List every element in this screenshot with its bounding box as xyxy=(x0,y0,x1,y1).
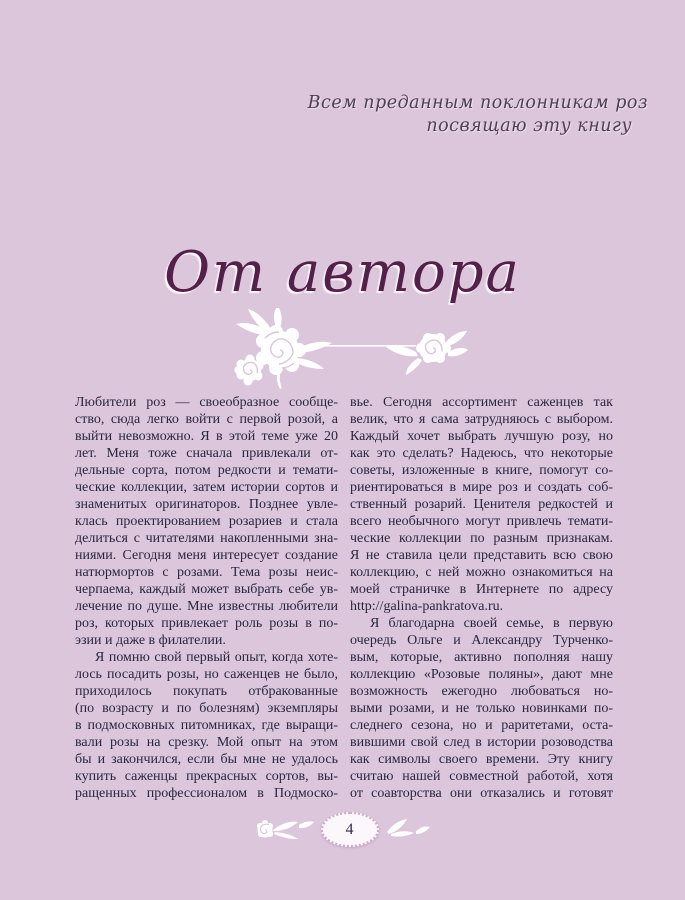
text-column-right xyxy=(350,394,613,802)
text-line: лось посадить розы, но саженцев не было, xyxy=(75,667,338,682)
page-number-badge xyxy=(321,812,379,847)
text-line: ращенных профессионалом в Подмоско- xyxy=(75,786,338,801)
text-line: (по возрасту и по болезням) экземпляры xyxy=(75,701,338,716)
text-line: лет. Меня тоже сначала привлекали от- xyxy=(75,446,338,461)
text-line: знаменитых оригинаторов. Позднее увле- xyxy=(75,497,338,512)
text-line: моей страничке в Интернете по адресу xyxy=(350,582,613,597)
text-line: как символы своего времени. Эту книгу xyxy=(350,752,613,767)
rose-sprig-left-icon xyxy=(255,817,315,843)
text-column-left xyxy=(75,394,338,802)
text-line: натюрмортов с розами. Тема розы неис- xyxy=(75,565,338,580)
text-line: приходилось покупать отбракованные xyxy=(75,684,338,699)
text-line: Каждый хочет выбрать лучшую розу, но xyxy=(350,429,613,444)
text-line: возможность ежегодно любоваться но- xyxy=(350,684,613,699)
text-line: коллекцию, с ней можно ознакомиться на xyxy=(350,565,613,580)
text-line: клась проектированием розариев и стала xyxy=(75,514,338,529)
text-line: Любители роз — своеобразное сообще- xyxy=(75,395,338,410)
text-line: велик, что я сама затрудняюсь с выбором. xyxy=(350,412,613,427)
text-line: купить саженцы прекрасных сортов, вы- xyxy=(75,769,338,784)
leaf-sprig-right-icon xyxy=(385,818,431,842)
text-line: вым, которые, активно пополняя нашу xyxy=(350,650,613,665)
text-line: эзии и даже в филателии. xyxy=(75,633,226,648)
article-body xyxy=(75,394,613,802)
text-line: выйти невозможно. Я в этой теме уже 20 xyxy=(75,429,338,444)
text-line: Я помню свой первый опыт, когда хоте- xyxy=(95,650,338,665)
text-line: роз, которых привлекает роль розы в по- xyxy=(75,616,338,631)
dedication-line: Всем преданным поклонникам роз xyxy=(307,93,648,113)
text-line: делиться с читателями накопленными зна- xyxy=(75,531,338,546)
text-line: Я не ставила цели представить всю свою xyxy=(350,548,613,563)
text-line: ниями. Сегодня меня интересует создание xyxy=(75,548,338,563)
page-title: От автора xyxy=(164,240,521,305)
text-line: считаю нашей совместной работой, хотя xyxy=(350,769,613,784)
text-line: вившими свой след в истории розоводства xyxy=(350,735,613,750)
text-line: Я благодарна своей семье, в первую xyxy=(370,616,613,631)
roses-divider-icon xyxy=(218,308,468,390)
text-line: коллекцию «Розовые поляны», дают мне xyxy=(350,667,613,682)
page-footer xyxy=(255,812,431,847)
text-line: в подмосковных питомниках, где выращи- xyxy=(75,718,338,733)
text-line: как это сделать? Надеюсь, что некоторые xyxy=(350,446,613,461)
text-line: http://galina-pankratova.ru. xyxy=(350,599,504,614)
text-line: выми розами, и не только новинками по- xyxy=(350,701,613,716)
text-line: дельные сорта, потом редкости и темати- xyxy=(75,463,338,478)
text-line: риентироваться в мире роз и создать соб- xyxy=(350,480,613,495)
dedication xyxy=(308,92,648,138)
text-line: советы, изложенные в книге, помогут со- xyxy=(350,463,613,478)
dedication-line: посвящаю эту книгу xyxy=(426,116,632,136)
text-line: вали розы на срезку. Мой опыт на этом xyxy=(75,735,338,750)
text-line: лечение по душе. Мне известны любители xyxy=(75,599,338,614)
page-number: 4 xyxy=(345,820,354,838)
roses-divider-ornament xyxy=(218,308,468,390)
text-line: очередь Ольге и Александру Турченко- xyxy=(350,633,613,648)
text-line: бы и закончился, если бы мне не удалось xyxy=(75,752,338,767)
text-line: ческие коллекции, затем истории сортов и xyxy=(75,480,338,495)
text-line: всего необычного могут привлечь темати- xyxy=(350,514,613,529)
text-line: следнего сезона, но и раритетами, оста- xyxy=(350,718,613,733)
text-line: от соавторства они отказались и готовят xyxy=(350,786,613,801)
text-line: вье. Сегодня ассортимент саженцев так xyxy=(350,395,613,410)
text-line: ство, сюда легко войти с первой розой, а xyxy=(75,412,338,427)
text-line: ческие коллекции по разным признакам. xyxy=(350,531,613,546)
text-line: черпаема, каждый может выбрать себе ув- xyxy=(75,582,338,597)
text-line: ственный розарий. Ценителя редкостей и xyxy=(350,497,613,512)
